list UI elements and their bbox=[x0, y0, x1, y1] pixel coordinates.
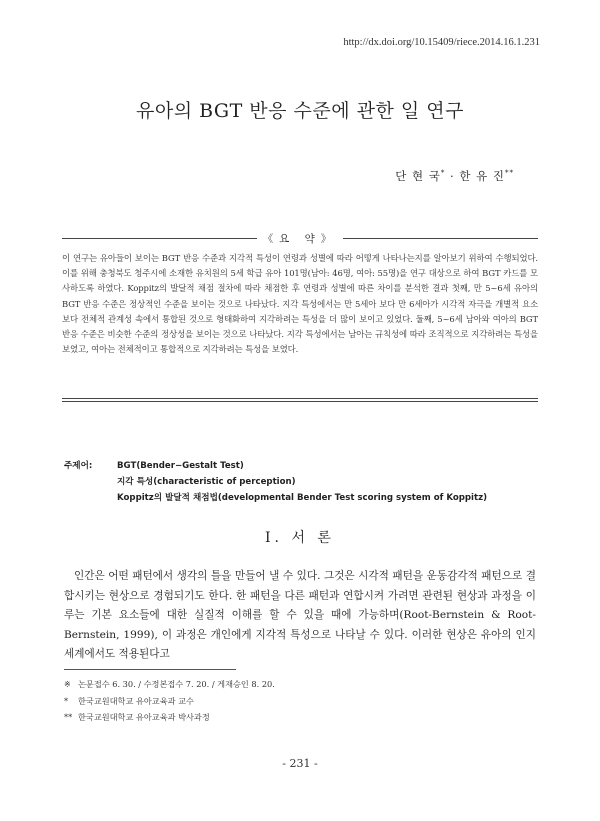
abstract-bottom-rule bbox=[62, 398, 538, 399]
keywords-block bbox=[64, 458, 544, 506]
footnote-rule bbox=[64, 669, 236, 670]
abstract-heading-wrap bbox=[62, 231, 538, 246]
footnotes bbox=[64, 676, 536, 726]
abstract-heading: 《요 약》 bbox=[257, 233, 344, 245]
footnote-mark: ** bbox=[64, 712, 73, 722]
body-paragraph: 인간은 어떤 패턴에서 생각의 틀을 만들어 낼 수 있다. 그것은 시각적 패턴을 운동감각적 패턴으로 결합시키는 현상으로 경험되기도 한다. 한 패턴을 다른 패턴과 연합시켜 가려면 관련된 현상과 과정을 이루는 기본 요소들에 대한 실질적 이해를 할 수 있을 때에 가능하며(Root-Bernstein & Root-Bernstein, 1999), 이 과정은 개인에게 지각적 특성으로 나타날 수 있다. 이러한 현상은 유아의 인지 세계에서도 적용된다고 bbox=[64, 570, 536, 661]
author-2: 한 유 진 bbox=[459, 169, 505, 183]
footnote-item bbox=[64, 676, 536, 693]
keyword-item: 지각 특성(characteristic of perception) bbox=[117, 477, 296, 487]
footnote-mark: * bbox=[64, 695, 69, 706]
abstract-bottom-rule-2 bbox=[62, 401, 538, 402]
keyword-item: Koppitz의 발달적 채점법(developmental Bender Test scoring system of Koppitz) bbox=[117, 493, 488, 503]
author-2-mark: ** bbox=[505, 169, 514, 178]
author-1-mark: * bbox=[440, 169, 446, 178]
section-heading: Ⅰ. 서 론 bbox=[265, 530, 335, 546]
footnote-text: 한국교원대학교 유아교육과 교수 bbox=[78, 695, 194, 706]
author-1: 단 현 국 bbox=[395, 169, 441, 183]
footnote-item bbox=[64, 693, 536, 710]
footnote-mark: ※ bbox=[64, 679, 71, 689]
footnote-text: 논문접수 6. 30. / 수정본접수 7. 20. / 게재승인 8. 20. bbox=[78, 679, 275, 689]
keywords-label: 주제어: bbox=[64, 461, 93, 471]
page-number: - 231 - bbox=[282, 757, 318, 770]
footnote-text: 한국교원대학교 유아교육과 박사과정 bbox=[78, 712, 210, 722]
keyword-item: BGT(Bender−Gestalt Test) bbox=[117, 461, 244, 471]
paper-title: 유아의 BGT 반응 수준에 관한 일 연구 bbox=[135, 100, 464, 122]
doi-link[interactable]: http://dx.doi.org/10.15409/riece.2014.16.1.231 bbox=[343, 37, 540, 48]
author-separator: · bbox=[445, 169, 460, 183]
author-line bbox=[395, 168, 514, 184]
abstract-text: 이 연구는 유아들이 보이는 BGT 반응 수준과 지각적 특성이 연령과 성별에 따라 어떻게 나타나는지를 알아보기 위하여 수행되었다. 이를 위해 충청북도 청주시에 소재한 유치원의 5세 학급 유아 101명(남아: 46명, 여아: 55명)을 연구 대상으로 하여 BGT 카드를 모사하도록 하였다. Koppitz의 발달적 채점 절차에 따라 채점한 후 연령과 성별에 따른 차이를 분석한 결과 첫째, 만 5~6세 유아의 BGT 반응 수준은 정상적인 수준을 보이는 것으로 나타났다. 지각 특성에서는 만 5세아 보다 만 6세아가 시각적 자극을 개별적 요소보다 전체적 관계성 속에서 통합된 것으로 형태화하여 지각하려는 특성을 더 많이 보이고 있었다. 둘째, 5~6세 남아와 여아의 BGT 반응 수준은 비슷한 수준의 정상성을 보이는 것으로 나타났다. 지각 특성에서는 남아는 규칙성에 따라 조직적으로 지각하려는 특성을 보였고, 여아는 전체적이고 통합적으로 지각하려는 특성을 보였다. bbox=[62, 253, 538, 355]
footnote-item bbox=[64, 709, 536, 726]
